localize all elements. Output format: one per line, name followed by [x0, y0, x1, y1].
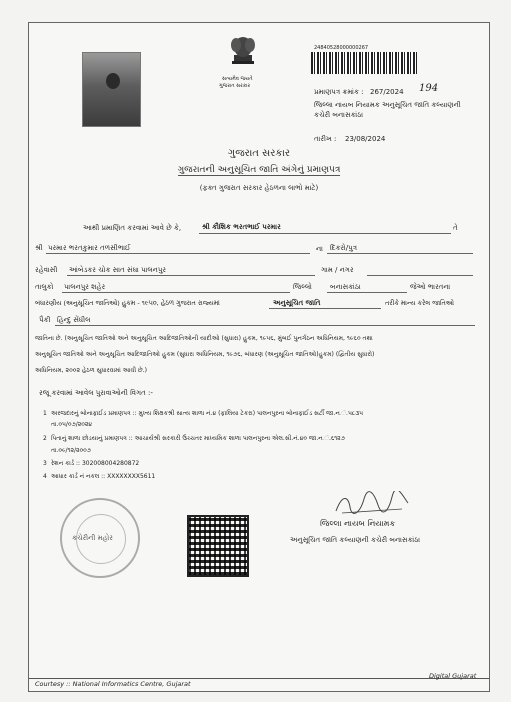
barcode-number: 24840528000000267	[314, 45, 369, 51]
certificate-no-label: પ્રમાણપત્ર ક્રમાંક :	[314, 88, 364, 96]
taluka-underline	[62, 292, 290, 293]
document-item-2-line-1: પિતાનું શાળા છોડયાનું પ્રમાણપત્ર :: આચાર્યશ્રી સરકારી ઉચ્ચતર માધ્યમિક શાળા પાલનપુરના એલ.સી.નં.૪૦ જા.ન.ં.૬૧૨૭	[51, 435, 345, 442]
paragraph-line-1: જાતિના છે. (અનુસૂચિત જાતિઓ અને અનુસૂચિત આદિજાતિઓની યાદીઓ (સુધારા) હુકમ, ૧૯૫૬, મુંબઈ પુનર્ગઠન અધિનિયમ, ૧૯૬૦ તથા	[35, 335, 373, 342]
issue-date: 23/08/2024	[345, 135, 386, 143]
national-emblem-icon	[226, 33, 260, 73]
document-item-1-line-1: અરજદારનું બોનાફાઈડ પ્રમાણપત્ર :: મુખ્ય શિક્ષકશ્રી સાત્ય શાળા નં.૪ (ફાલિયા ટેકરા) પાલનપુરના બોનાફાઈડ સર્ટી જા.ન.ં.૫૮૩૫	[51, 410, 364, 417]
date-label: તારીખ :	[314, 135, 337, 143]
address-underline	[67, 275, 315, 276]
caste-value: હિન્દુ સેંધીલ	[57, 316, 91, 324]
photo-head	[106, 73, 120, 89]
documents-heading: રજૂ કરવામાં આવેલ પુરાવાઓની વિગત :-	[39, 389, 153, 397]
name-underline	[199, 233, 451, 234]
certificate-subtitle: (ફક્ત ગુજરાત સરકાર હેઠળના લાભો માટે)	[199, 184, 319, 192]
paragraph-line-3: અધિનિયમ, ૨૦૦૨ હેઠળ સુધારવામાં આવી છે.)	[35, 367, 148, 374]
caste-underline	[55, 325, 475, 326]
certificate-no: 267/2024	[370, 88, 404, 96]
address-value: આંબેડકર ચોક સાત સંઘા પાલનપુર	[69, 266, 167, 274]
document-item-2-num: 2	[43, 435, 47, 442]
footer-brand: Digital Gujarat	[429, 672, 477, 680]
seal-text: કચેરીની મહોર	[72, 534, 113, 542]
state-label: જેઓ ભારતના	[410, 283, 451, 291]
taluka-label: તાલુકો	[35, 283, 54, 291]
relation-underline	[327, 253, 473, 254]
certificate-title-text: ગુજરાતની અનુસૂચિત જાતિ અંગેનું પ્રમાણપત્ર	[177, 165, 341, 175]
signatory-title: જિલ્લા નાયબ નિયામક	[320, 519, 396, 528]
footer-courtesy: Courtesy :: National Informatics Centre, Gujarat	[35, 680, 191, 688]
district-underline	[327, 292, 407, 293]
issuer-line-1: જિલ્લા નાયબ નિયામક અનુસૂચિત જાતિ કલ્યાણની	[314, 101, 461, 109]
signature-image	[332, 491, 412, 517]
office-seal	[60, 498, 140, 578]
order-underline	[269, 308, 381, 309]
relation-label: ના	[316, 245, 323, 253]
relation: દિકરો/પુત્ર	[330, 244, 358, 252]
address-label: રહેવાસી	[35, 266, 58, 274]
barcode	[311, 52, 417, 74]
qr-code	[187, 515, 249, 577]
order-line-start: બંધારણીય (અનુસૂચિત જાતિઓ) હુકમ - ૧૯૫૦, હેઠળ ગુજરાત રાજ્યમાં	[35, 299, 220, 307]
handwritten-number: 194	[419, 83, 439, 94]
name-suffix: તે	[453, 224, 458, 232]
document-item-4-num: 4	[43, 473, 47, 480]
signatory-office: અનુસૂચિત જાતિ કલ્યાણની કચેરી બનાસકાંઠા	[290, 536, 421, 544]
document-item-4-line-1: આધાર કાર્ડ નં નકલ :: XXXXXXXX5611	[51, 473, 156, 480]
village-label: ગામ / નગર	[321, 266, 354, 274]
village-underline	[367, 275, 473, 276]
certificate-page	[28, 22, 490, 692]
paragraph-line-2: અનુસૂચિત જાતિઓ અને અનુસૂચિત આદિજાતિઓ હુકમ (સુધારા અધિનિયમ, ૧૯૭૬, બંધારણ (અનુસૂચિત જાતિઓ)હુકમ) (દ્વિતીય સુધારો)	[35, 351, 375, 358]
order-value: અનુસૂચિત જાતિ	[273, 299, 321, 307]
emblem-caption-2: ગુજરાત સરકાર	[219, 83, 251, 89]
father-prefix: શ્રી	[35, 244, 43, 252]
footer-divider	[29, 678, 489, 679]
applicant-name: શ્રી કૌશિક ભરતભાઈ પરમાર	[202, 223, 281, 231]
document-item-1-line-2: તા.૦૫/૦૭/૨૦૨૪	[51, 421, 93, 428]
document-item-2-line-2: તા.૦૯/૧૨/૨૦૦૭	[51, 447, 91, 454]
district-value: બનાસકાંઠા	[330, 283, 361, 291]
applicant-photo	[82, 52, 141, 127]
emblem-caption-1: સત્યમેવ જયતે	[222, 76, 253, 82]
taluka-value: પાલનપુર શહેર	[64, 283, 106, 291]
intro-text: આથી પ્રમાણિત કરવામાં આવે છે કે,	[83, 224, 182, 232]
father-name: પરમાર ભરતકુમાર તળસીભાઈ	[48, 244, 131, 252]
caste-label: પૈકી	[39, 316, 51, 324]
issuer-line-2: કચેરી બનાસકાંઠા	[314, 111, 364, 119]
document-item-3-num: 3	[43, 460, 47, 467]
certificate-title	[29, 165, 489, 175]
district-label: જિલ્લો	[293, 283, 312, 291]
order-line-end: તરીકે માન્ય કરેલ જાતિઓ	[385, 299, 454, 307]
government-title: ગુજરાત સરકાર	[227, 148, 291, 159]
document-item-1-num: 1	[43, 410, 47, 417]
father-underline	[46, 253, 310, 254]
document-item-3-line-1: રેશન કાર્ડ :: 302008004280872	[51, 460, 140, 467]
